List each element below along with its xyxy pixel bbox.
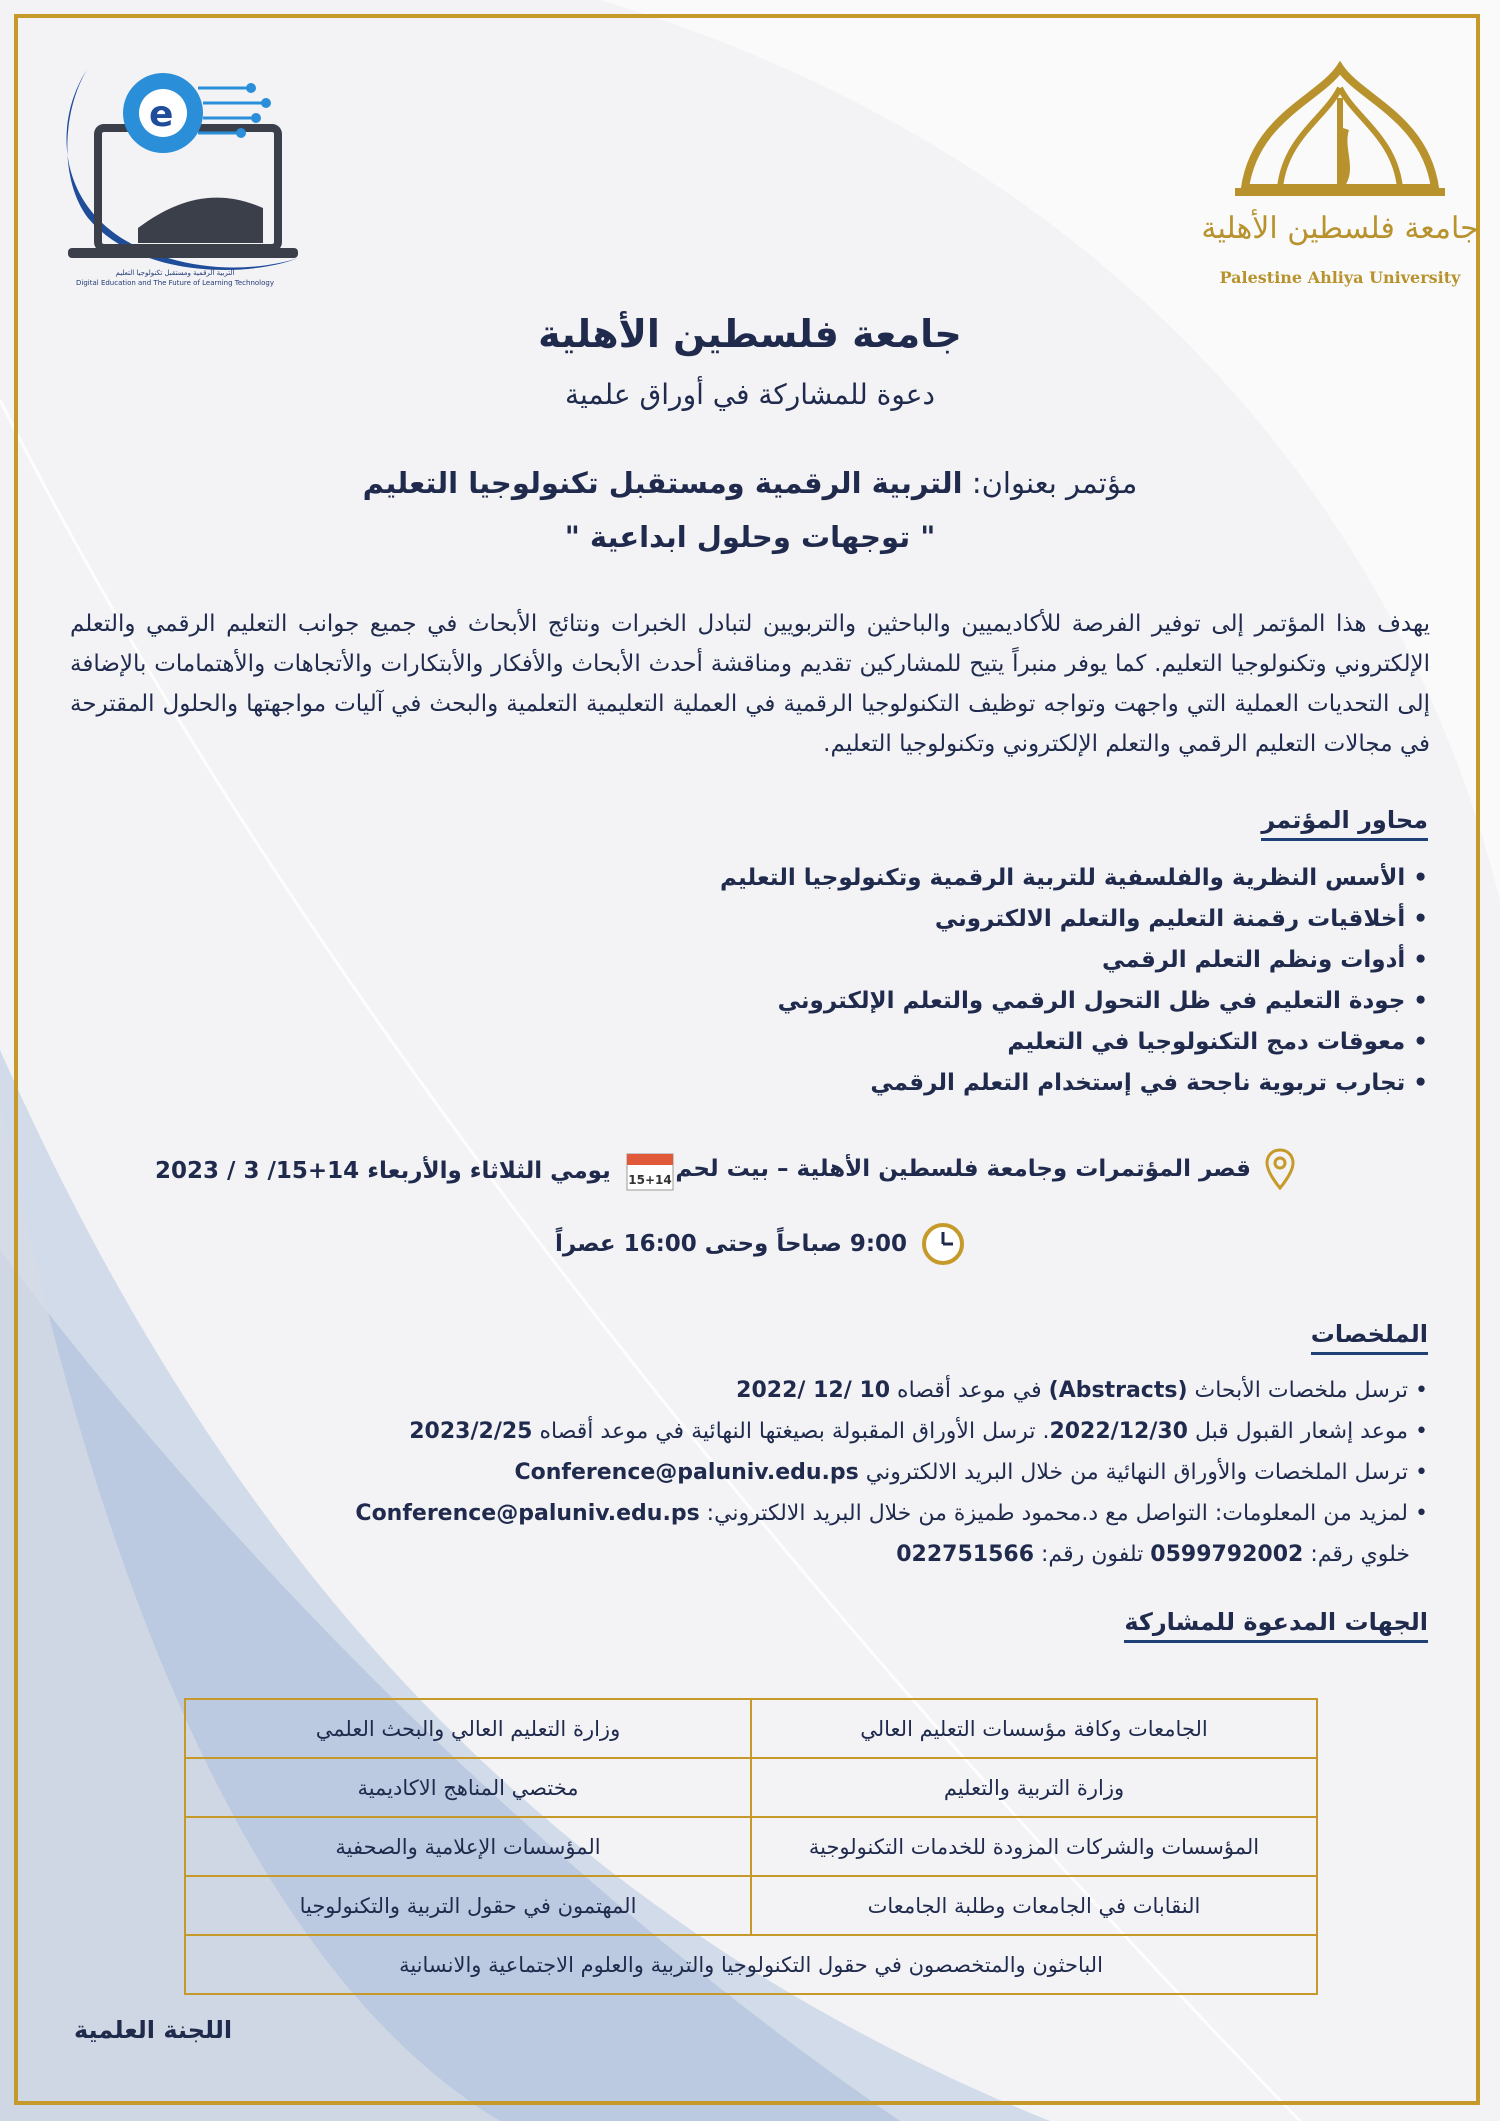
table-cell: مختصي المناهج الاكاديمية xyxy=(185,1758,751,1817)
table-cell: المؤسسات الإعلامية والصحفية xyxy=(185,1817,751,1876)
table-cell: المهتمون في حقول التربية والتكنولوجيا xyxy=(185,1876,751,1935)
list-item: • جودة التعليم في ظل التحول الرقمي والتعلم الإلكتروني xyxy=(528,981,1428,1022)
event-date xyxy=(155,1150,675,1192)
location-text: قصر المؤتمرات وجامعة فلسطين الأهلية – بيت لحم xyxy=(675,1156,1251,1182)
conference-title-prefix: مؤتمر بعنوان: xyxy=(971,466,1138,500)
logo-arabic-name: جامعة فلسطين الأهلية xyxy=(1201,211,1479,246)
date-text: يومي الثلاثاء والأربعاء 14+15/ 3 / 2023 xyxy=(155,1158,611,1184)
university-logo-icon xyxy=(1201,58,1479,258)
table-row xyxy=(185,1817,1317,1876)
email-link[interactable]: Conference@paluniv.edu.ps xyxy=(355,1501,700,1526)
list-item: • أدوات ونظم التعلم الرقمي xyxy=(528,940,1428,981)
table-row xyxy=(185,1876,1317,1935)
phone-number: 022751566 xyxy=(896,1542,1035,1567)
table-cell: المؤسسات والشركات المزودة للخدمات التكنولوجية xyxy=(751,1817,1317,1876)
location-pin-icon xyxy=(1265,1148,1295,1190)
mobile-number: 0599792002 xyxy=(1150,1542,1304,1567)
conference-title xyxy=(250,466,1250,500)
axes-heading: محاور المؤتمر xyxy=(1261,806,1428,841)
event-time xyxy=(555,1222,965,1266)
parties-heading: الجهات المدعوة للمشاركة xyxy=(1124,1608,1428,1643)
time-text: 9:00 صباحاً وحتى 16:00 عصراً xyxy=(555,1231,908,1257)
list-item: • أخلاقيات رقمنة التعليم والتعلم الالكتروني xyxy=(528,899,1428,940)
list-item: • موعد إشعار القبول قبل 2022/12/30. ترسل الأوراق المقبولة بصيغتها النهائية في موعد أقصاه 2023/2/25 xyxy=(108,1411,1428,1452)
list-item: • الأسس النظرية والفلسفية للتربية الرقمية وتكنولوجيا التعليم xyxy=(528,858,1428,899)
parties-table xyxy=(184,1698,1318,1995)
logo-caption-ar: التربية الرقمية ومستقبل تكنولوجيا التعليم xyxy=(115,269,235,277)
call-for-papers-subtitle: دعوة للمشاركة في أوراق علمية xyxy=(565,378,935,411)
svg-text:e: e xyxy=(149,94,174,135)
calendar-icon xyxy=(625,1150,675,1192)
table-row xyxy=(185,1935,1317,1994)
logo-caption-en: Digital Education and The Future of Learning Technology xyxy=(76,279,274,287)
university-title: جامعة فلسطين الأهلية xyxy=(538,312,962,356)
table-cell: وزارة التعليم العالي والبحث العلمي xyxy=(185,1699,751,1758)
table-cell: النقابات في الجامعات وطلبة الجامعات xyxy=(751,1876,1317,1935)
conference-logo-caption xyxy=(50,268,300,288)
table-cell: الجامعات وكافة مؤسسات التعليم العالي xyxy=(751,1699,1317,1758)
list-item: • معوقات دمج التكنولوجيا في التعليم xyxy=(528,1022,1428,1063)
conference-subtitle: " توجهات وحلول ابداعية " xyxy=(564,520,936,554)
list-item: • تجارب تربوية ناجحة في إستخدام التعلم الرقمي xyxy=(528,1063,1428,1104)
table-row xyxy=(185,1758,1317,1817)
conference-logo-icon xyxy=(48,58,308,298)
clock-icon xyxy=(921,1222,965,1266)
axes-list xyxy=(528,858,1428,1104)
calendar-label: 15+14 xyxy=(628,1173,672,1187)
table-cell: الباحثون والمتخصصون في حقول التكنولوجيا والتربية والعلوم الاجتماعية والانسانية xyxy=(185,1935,1317,1994)
contact-phones xyxy=(210,1534,1410,1575)
scientific-committee-signature: اللجنة العلمية xyxy=(74,2016,233,2044)
phone-label: تلفون رقم: xyxy=(1034,1542,1151,1567)
conference-name: التربية الرقمية ومستقبل تكنولوجيا التعليم xyxy=(362,466,963,500)
abstracts-list xyxy=(108,1370,1428,1534)
list-item: • ترسل ملخصات الأبحاث (Abstracts) في موعد أقصاه 10 /12 /2022 xyxy=(108,1370,1428,1411)
table-row xyxy=(185,1699,1317,1758)
intro-paragraph: يهدف هذا المؤتمر إلى توفير الفرصة للأكاديميين والباحثين والتربويين لتبادل الخبرات ونتائج الأبحاث في جميع جوانب التعليم الرقمي والتعلم الإلكتروني وتكنولوجيا التعليم. كما يوفر منبراً يتيح للمشاركين تقديم ومناقشة أحدث الأبحاث والأفكار والأبتكارات والأتجاهات والأهتمامات بالإضافة إلى التحديات العملية التي واجهت وتواجه توظيف التكنولوجيا الرقمية في العملية التعليمية التعلمية والبحث في آليات مواجهتها والحلول المقترحة في مجالات التعليم الرقمي والتعلم الإلكتروني وتكنولوجيا التعليم. xyxy=(70,611,1430,757)
mobile-label: خلوي رقم: xyxy=(1303,1542,1410,1567)
table-cell: وزارة التربية والتعليم xyxy=(751,1758,1317,1817)
abstracts-heading: الملخصات xyxy=(1311,1320,1428,1355)
university-logo-caption: Palestine Ahliya University xyxy=(1219,268,1461,287)
email-link[interactable]: Conference@paluniv.edu.ps xyxy=(514,1460,859,1485)
event-location xyxy=(675,1148,1295,1190)
list-item: • لمزيد من المعلومات: التواصل مع د.محمود طميزة من خلال البريد الالكتروني: Conference@paluniv.edu.ps xyxy=(108,1493,1428,1534)
list-item: • ترسل الملخصات والأوراق النهائية من خلال البريد الالكتروني Conference@paluniv.edu.ps xyxy=(108,1452,1428,1493)
